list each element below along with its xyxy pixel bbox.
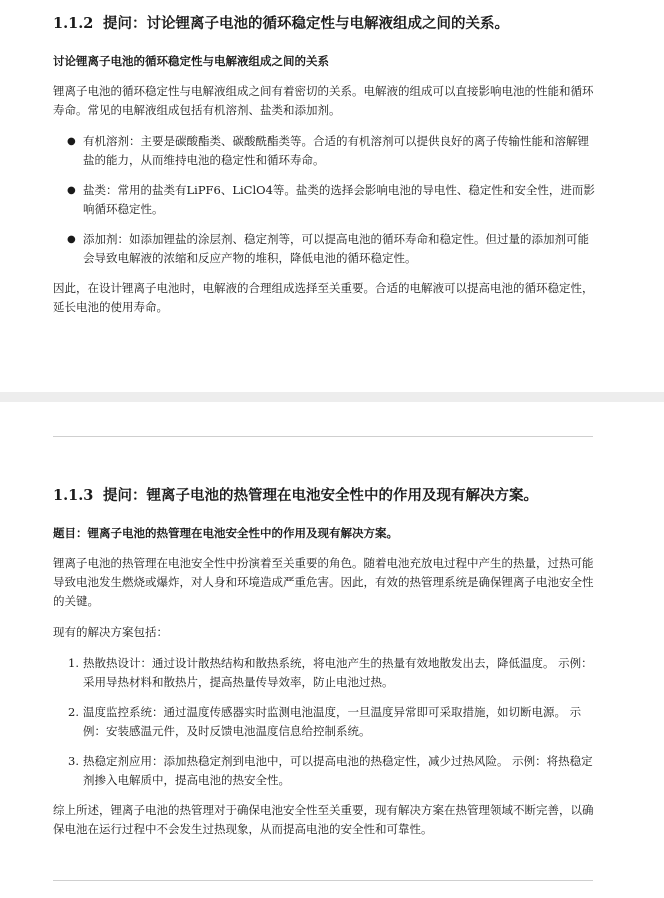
list-item [53,230,598,268]
intro-paragraph: 锂离子电池的热管理在电池安全性中扮演着至关重要的角色。随着电池充放电过程中产生的热量，过热可能导致电池发生燃烧或爆炸，对人身和环境造成严重危害。因此，有效的热管理系统是确保锂离子电池安全性的关键。 [53,556,594,608]
section-heading [53,486,598,506]
page-2 [0,402,664,898]
list-item [53,752,598,790]
section-number: 1.1.2 [53,15,94,32]
page-separator [0,392,664,402]
list-intro: 现有的解决方案包括： [53,625,168,639]
section-1-1-2 [53,14,598,317]
solution-list [53,654,598,790]
subheading: 题目：锂离子电池的热管理在电池安全性中的作用及现有解决方案。 [53,526,398,540]
intro-paragraph: 锂离子电池的循环稳定性与电解液组成之间有着密切的关系。电解液的组成可以直接影响电池的性能和循环寿命。常见的电解液组成包括有机溶剂、盐类和添加剂。 [53,84,594,117]
item-number: 2. [68,705,79,719]
divider [53,436,593,437]
item-term: 盐类 [83,183,106,197]
section-heading [53,14,598,34]
item-text: ：主要是碳酸酯类、碳酸酰酯类等。合适的有机溶剂可以提供良好的离子传输性能和溶解锂盐的能力，从而维持电池的稳定性和循环寿命。 [83,134,589,167]
item-text: ：如添加锂盐的涂层剂、稳定剂等，可以提高电池的循环寿命和稳定性。但过量的添加剂可能会导致电解液的浓缩和反应产物的堆积，降低电池的循环稳定性。 [83,232,589,265]
conclusion-paragraph: 综上所述，锂离子电池的热管理对于确保电池安全性至关重要，现有解决方案在热管理领域不断完善，以确保电池在运行过程中不会发生过热现象，从而提高电池的安全性和可靠性。 [53,803,594,836]
subheading: 讨论锂离子电池的循环稳定性与电解液组成之间的关系 [53,54,329,68]
section-1-1-3 [53,486,598,839]
section-title: 提问：锂离子电池的热管理在电池安全性中的作用及现有解决方案。 [103,487,538,504]
item-text: 温度监控系统：通过温度传感器实时监测电池温度，一旦温度异常即可采取措施，如切断电源。 示例：安装感温元件，及时反馈电池温度信息给控制系统。 [83,705,582,738]
bullet-icon: ● [67,185,76,196]
section-number: 1.1.3 [53,487,94,504]
bullet-icon: ● [67,136,76,147]
section-title: 提问：讨论锂离子电池的循环稳定性与电解液组成之间的关系。 [103,15,509,32]
list-item [53,703,598,741]
item-text: 热散热设计：通过设计散热结构和散热系统，将电池产生的热量有效地散发出去，降低温度。 示例：采用导热材料和散热片，提高热量传导效率，防止电池过热。 [83,656,593,689]
conclusion-paragraph: 因此，在设计锂离子电池时，电解液的合理组成选择至关重要。合适的电解液可以提高电池的循环稳定性，延长电池的使用寿命。 [53,281,594,314]
item-term: 添加剂 [83,232,118,246]
component-list [53,132,598,268]
item-term: 有机溶剂 [83,134,129,148]
item-number: 1. [68,656,79,670]
item-number: 3. [68,754,79,768]
page-1 [0,0,664,392]
list-item [53,181,598,219]
divider [53,880,593,881]
bullet-icon: ● [67,234,76,245]
item-text: ：常用的盐类有LiPF6、LiClO4等。盐类的选择会影响电池的导电性、稳定性和安全性，进而影响循环稳定性。 [83,183,595,216]
item-text: 热稳定剂应用：添加热稳定剂到电池中，可以提高电池的热稳定性，减少过热风险。 示例：将热稳定剂掺入电解质中，提高电池的热安全性。 [83,754,593,787]
list-item [53,132,598,170]
list-item [53,654,598,692]
